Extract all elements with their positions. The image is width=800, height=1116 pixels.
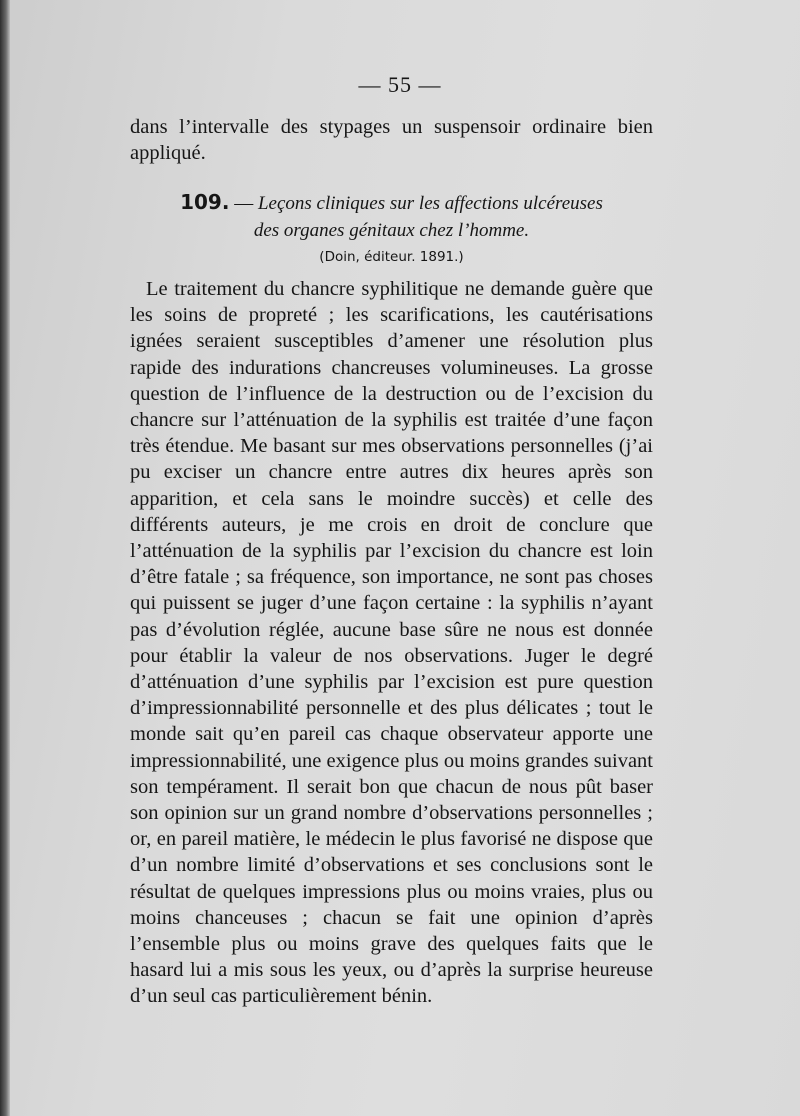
entry-title-line1: Leçons cliniques sur les affections ulcéreuses bbox=[257, 193, 603, 214]
entry-heading bbox=[130, 189, 653, 244]
entry-number: 109. bbox=[180, 190, 230, 214]
continuation-paragraph: dans l’intervalle des stypages un suspensoir ordinaire bien appliqué. bbox=[130, 116, 653, 165]
entry-publisher: (Doin, éditeur. 1891.) bbox=[319, 249, 464, 265]
entry-dash: — bbox=[229, 193, 258, 214]
page-binding-edge bbox=[0, 0, 10, 1116]
body-paragraph: Le traitement du chancre syphilitique ne demande guère que les soins de propreté ; les scarifications, les cautérisations ignées seraient susceptibles d’amener une résolution plus rapide des indurations chancreuses volumineuses. La grosse question de l’influence de la destruction ou de l’excision du chancre sur l’atténuation de la syphilis est traitée d’une façon très étendue. Me basant sur mes observations personnelles (j’ai pu exciser un chancre entre autres dix heures après son apparition, et cela sans le moindre succès) et celle des différents auteurs, je me crois en droit de conclure que l’atténuation de la syphilis par l’excision du chancre est loin d’être fatale ; sa fréquence, son importance, ne sont pas choses qui puissent se juger d’une façon certaine : la syphilis n’ayant pas d’évolution réglée, aucune base sûre ne nous est donnée pour établir la valeur de nos observations. Juger le degré d’atténuation d’une syphilis par l’excision est pure question d’impressionnabilité personnelle et des plus délicates ; tout le monde sait qu’en pareil cas chaque observateur apporte une impressionnabilité, une exigence plus ou moins grandes suivant son tempérament. Il serait bon que chacun de nous pût baser son opinion sur un grand nombre d’observations personnelles ; or, en pareil matière, le médecin le plus favorisé ne dispose que d’un nombre limité d’observations et ses conclusions sont le résultat de quelques impressions plus ou moins vraies, plus ou moins chanceuses ; chacun se fait une opinion d’après l’ensemble plus ou moins grave des quelques faits que le hasard lui a mis sous les yeux, ou d’après la surprise heureuse d’un seul cas particulièrement bénin. bbox=[130, 278, 653, 1008]
entry-title-line2: des organes génitaux chez l’homme. bbox=[253, 220, 530, 241]
page-number: — 55 — bbox=[358, 72, 442, 97]
